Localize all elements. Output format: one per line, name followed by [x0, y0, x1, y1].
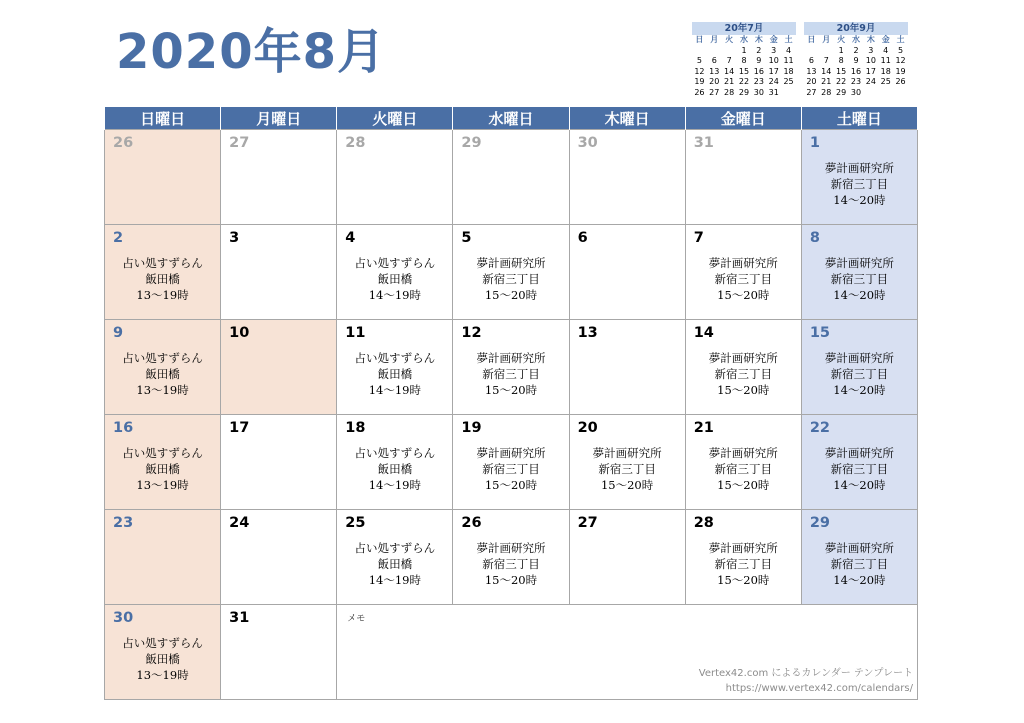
mini-day: 23 [850, 77, 862, 86]
event-entry [802, 540, 917, 588]
day-number: 6 [577, 230, 588, 246]
day-cell[interactable] [105, 415, 221, 510]
event-line: 占い処すずらん [354, 446, 436, 460]
day-cell[interactable] [569, 415, 685, 510]
mini-day: 6 [808, 56, 814, 65]
weekday-header: 日曜日 [105, 107, 221, 130]
mini-day: 18 [783, 66, 794, 76]
weekday-header: 火曜日 [337, 107, 453, 130]
mini-day: 11 [880, 56, 891, 65]
mini-day: 15 [738, 66, 750, 76]
day-cell[interactable] [801, 415, 917, 510]
mini-day: 16 [753, 66, 764, 76]
day-cell[interactable] [337, 510, 453, 605]
event-entry [802, 160, 917, 208]
day-cell[interactable] [453, 130, 569, 225]
mini-day: 3 [771, 45, 777, 55]
mini-day [722, 46, 737, 57]
event-line: 15〜20時 [717, 573, 770, 587]
event-entry [105, 255, 220, 303]
day-cell[interactable] [453, 320, 569, 415]
event-line: 新宿三丁目 [714, 557, 773, 571]
mini-weekday: 火 [725, 35, 734, 44]
day-cell[interactable] [221, 605, 337, 700]
event-entry [686, 445, 801, 493]
day-cell[interactable] [221, 320, 337, 415]
day-number: 10 [229, 325, 250, 341]
mini-weekday: 水 [739, 35, 748, 44]
mini-calendar-grid [692, 35, 796, 98]
event-line: 夢計画研究所 [708, 541, 778, 555]
day-cell[interactable] [337, 320, 453, 415]
event-line: 夢計画研究所 [476, 351, 546, 365]
event-line: 14〜19時 [368, 288, 421, 302]
event-line: 飯田橋 [377, 557, 413, 571]
mini-weekday: 木 [866, 35, 875, 44]
event-line: 新宿三丁目 [830, 367, 889, 381]
event-line: 15〜20時 [600, 478, 654, 492]
day-cell[interactable] [801, 130, 917, 225]
mini-day: 24 [768, 77, 779, 86]
event-line: 新宿三丁目 [598, 462, 656, 476]
mini-day: 10 [768, 56, 779, 65]
mini-day: 17 [768, 66, 779, 76]
event-line: 13〜19時 [136, 383, 189, 397]
mini-day: 11 [783, 56, 794, 65]
mini-day: 13 [806, 66, 817, 76]
event-line: 夢計画研究所 [708, 446, 778, 460]
day-cell[interactable] [105, 225, 221, 320]
day-cell[interactable] [221, 415, 337, 510]
mini-day: 7 [726, 56, 732, 65]
day-cell[interactable] [337, 225, 453, 320]
day-number: 7 [693, 230, 704, 246]
weekday-header: 月曜日 [221, 107, 337, 130]
event-entry [802, 445, 917, 493]
event-line: 15〜20時 [484, 478, 538, 492]
event-line: 14〜20時 [833, 478, 886, 492]
event-line: 新宿三丁目 [482, 557, 540, 571]
event-line: 新宿三丁目 [830, 557, 889, 571]
event-line: 新宿三丁目 [482, 367, 540, 381]
day-number: 28 [345, 135, 366, 151]
day-cell[interactable] [569, 225, 685, 320]
week-row [105, 130, 918, 225]
event-entry [337, 445, 452, 493]
event-line: 飯田橋 [377, 367, 413, 381]
mini-day: 29 [738, 87, 750, 97]
day-cell[interactable] [685, 320, 801, 415]
event-entry [105, 445, 220, 493]
day-number: 9 [113, 325, 124, 341]
mini-day: 2 [853, 45, 859, 55]
event-entry [570, 445, 685, 493]
event-line: 14〜19時 [368, 383, 421, 397]
mini-day: 2 [756, 45, 762, 55]
event-entry [105, 350, 220, 398]
event-line: 占い処すずらん [122, 256, 203, 270]
event-line: 新宿三丁目 [830, 462, 889, 476]
mini-weekday: 土 [896, 35, 905, 44]
mini-day: 25 [783, 77, 794, 86]
mini-day: 7 [823, 56, 829, 65]
day-cell[interactable] [105, 510, 221, 605]
day-cell[interactable] [453, 415, 569, 510]
mini-day: 15 [836, 66, 847, 76]
day-cell[interactable] [569, 320, 685, 415]
mini-day: 14 [724, 66, 735, 76]
credit-line-1: Vertex42.com によるカレンダー テンプレート [698, 668, 913, 679]
event-line: 新宿三丁目 [714, 367, 773, 381]
weekday-header: 木曜日 [569, 107, 685, 130]
mini-calendar-grid [804, 35, 908, 98]
event-line: 新宿三丁目 [714, 272, 773, 286]
mini-weekday: 日 [695, 35, 704, 44]
mini-day: 25 [880, 77, 891, 86]
day-cell[interactable] [569, 130, 685, 225]
mini-day: 16 [850, 66, 862, 76]
event-line: 14〜20時 [833, 193, 886, 207]
mini-day: 26 [694, 87, 705, 97]
event-line: 夢計画研究所 [824, 446, 894, 460]
day-number: 25 [345, 515, 366, 531]
day-number: 8 [809, 230, 820, 246]
mini-day: 23 [753, 77, 764, 86]
day-number: 26 [113, 135, 134, 151]
event-line: 15〜20時 [484, 573, 538, 587]
day-number: 3 [229, 230, 240, 246]
day-number: 5 [461, 230, 472, 246]
mini-day: 22 [738, 77, 750, 86]
event-entry [337, 350, 452, 398]
week-row [105, 510, 918, 605]
event-line: 夢計画研究所 [824, 351, 894, 365]
mini-day [692, 46, 707, 57]
day-number: 19 [461, 420, 482, 436]
day-cell[interactable] [337, 415, 453, 510]
day-number: 23 [113, 515, 134, 531]
mini-day: 27 [806, 87, 817, 97]
mini-day: 28 [724, 87, 735, 97]
mini-day: 8 [741, 56, 747, 65]
event-entry [337, 255, 452, 303]
day-number: 29 [809, 515, 831, 531]
mini-day: 29 [836, 87, 847, 97]
day-number: 2 [113, 230, 124, 246]
event-line: 15〜20時 [717, 383, 770, 397]
month-calendar [104, 107, 918, 700]
mini-day: 4 [883, 45, 889, 55]
event-entry [802, 255, 917, 303]
event-line: 15〜20時 [484, 383, 538, 397]
event-line: 夢計画研究所 [592, 446, 662, 460]
week-row [105, 320, 918, 415]
day-cell[interactable] [801, 510, 917, 605]
weekday-header: 金曜日 [685, 107, 801, 130]
event-entry [686, 255, 801, 303]
day-cell[interactable] [221, 225, 337, 320]
event-line: 飯田橋 [145, 272, 180, 286]
mini-calendar-september [804, 22, 908, 98]
event-line: 飯田橋 [145, 367, 180, 381]
mini-day [707, 46, 722, 57]
mini-weekday: 木 [754, 35, 763, 44]
mini-day: 12 [895, 56, 906, 65]
weekday-header-row [105, 107, 918, 130]
event-line: 夢計画研究所 [708, 256, 778, 270]
day-cell[interactable] [221, 510, 337, 605]
day-number: 30 [113, 610, 134, 626]
day-cell[interactable] [685, 510, 801, 605]
day-number: 26 [461, 515, 482, 531]
day-number: 13 [577, 325, 598, 341]
event-entry [453, 445, 568, 493]
mini-weekday: 金 [769, 35, 778, 44]
day-number: 27 [577, 515, 598, 531]
mini-day: 9 [853, 56, 859, 65]
day-number: 18 [345, 420, 366, 436]
event-line: 夢計画研究所 [824, 161, 894, 175]
day-cell[interactable] [453, 510, 569, 605]
mini-weekday: 火 [837, 35, 846, 44]
mini-day: 9 [756, 56, 762, 65]
day-number: 31 [229, 610, 250, 626]
day-cell[interactable] [685, 415, 801, 510]
mini-calendar-title: 20年7月 [692, 22, 796, 35]
week-row [105, 605, 918, 700]
day-number: 24 [229, 515, 250, 531]
event-line: 13〜19時 [136, 478, 189, 492]
day-number: 21 [693, 420, 714, 436]
event-entry [453, 540, 568, 588]
weekday-header: 土曜日 [801, 107, 917, 130]
mini-day: 28 [821, 87, 832, 97]
mini-day: 6 [711, 56, 717, 65]
event-line: 占い処すずらん [122, 636, 203, 650]
event-line: 飯田橋 [145, 462, 180, 476]
mini-day [878, 88, 893, 99]
mini-day: 1 [741, 45, 747, 55]
week-row [105, 415, 918, 510]
mini-day [863, 88, 878, 99]
event-entry [802, 350, 917, 398]
event-line: 飯田橋 [377, 272, 413, 286]
day-cell[interactable] [453, 225, 569, 320]
mini-weekday: 土 [784, 35, 793, 44]
day-cell[interactable] [801, 320, 917, 415]
event-line: 飯田橋 [377, 462, 413, 476]
mini-day: 20 [709, 77, 720, 86]
event-line: 新宿三丁目 [714, 462, 773, 476]
mini-weekday: 水 [851, 35, 860, 44]
memo-label: メモ [347, 614, 366, 624]
event-entry [453, 255, 568, 303]
mini-weekday: 月 [822, 35, 831, 44]
mini-day [893, 88, 908, 99]
event-line: 15〜20時 [717, 288, 770, 302]
event-entry [105, 635, 220, 683]
day-number: 14 [693, 325, 714, 341]
event-line: 14〜20時 [833, 573, 886, 587]
day-number: 22 [809, 420, 831, 436]
day-number: 12 [461, 325, 482, 341]
mini-calendar-july [692, 22, 796, 98]
event-line: 13〜19時 [136, 668, 189, 682]
mini-calendar-title: 20年9月 [804, 22, 908, 35]
mini-day [804, 46, 819, 57]
week-row [105, 225, 918, 320]
event-line: 14〜19時 [368, 478, 421, 492]
day-number: 1 [809, 135, 820, 151]
event-line: 夢計画研究所 [824, 541, 894, 555]
mini-day: 5 [898, 45, 904, 55]
mini-day: 19 [895, 66, 906, 76]
day-cell[interactable] [105, 130, 221, 225]
day-number: 4 [345, 230, 356, 246]
mini-day: 17 [865, 66, 876, 76]
mini-weekday: 日 [807, 35, 816, 44]
event-entry [686, 540, 801, 588]
day-cell[interactable] [801, 225, 917, 320]
day-number: 20 [577, 420, 598, 436]
mini-day [819, 46, 834, 57]
mini-day: 24 [865, 77, 876, 86]
mini-day [781, 88, 796, 99]
day-cell[interactable] [337, 130, 453, 225]
event-line: 占い処すずらん [122, 351, 203, 365]
event-line: 15〜20時 [484, 288, 538, 302]
mini-day: 5 [696, 56, 702, 65]
day-number: 16 [113, 420, 134, 436]
mini-day: 8 [838, 56, 844, 65]
event-entry [453, 350, 568, 398]
mini-day: 30 [850, 87, 862, 97]
mini-day: 22 [836, 77, 847, 86]
event-line: 14〜20時 [833, 383, 886, 397]
event-line: 夢計画研究所 [824, 256, 894, 270]
event-line: 夢計画研究所 [476, 541, 546, 555]
event-line: 飯田橋 [145, 652, 180, 666]
template-credit [699, 666, 913, 696]
event-line: 13〜19時 [136, 288, 189, 302]
event-line: 占い処すずらん [354, 541, 436, 555]
event-line: 占い処すずらん [354, 351, 436, 365]
mini-weekday: 月 [710, 35, 719, 44]
day-number: 27 [229, 135, 250, 151]
mini-weekday: 金 [881, 35, 890, 44]
day-cell[interactable] [685, 130, 801, 225]
credit-link[interactable]: https://www.vertex42.com/calendars/ [725, 683, 913, 694]
event-line: 夢計画研究所 [708, 351, 778, 365]
day-number: 30 [577, 135, 598, 151]
day-cell[interactable] [685, 225, 801, 320]
mini-day: 27 [709, 87, 720, 97]
day-number: 28 [693, 515, 714, 531]
mini-day: 20 [806, 77, 817, 86]
event-line: 新宿三丁目 [482, 272, 540, 286]
mini-day: 12 [694, 66, 705, 76]
mini-day: 13 [709, 66, 720, 76]
weekday-header: 水曜日 [453, 107, 569, 130]
day-number: 11 [345, 325, 366, 341]
mini-day: 4 [786, 45, 792, 55]
event-line: 夢計画研究所 [476, 446, 546, 460]
event-line: 占い処すずらん [354, 256, 436, 270]
day-number: 31 [693, 135, 714, 151]
day-number: 29 [461, 135, 482, 151]
mini-day: 26 [895, 77, 906, 86]
mini-day: 21 [724, 77, 735, 86]
mini-day: 18 [880, 66, 891, 76]
mini-day: 30 [753, 87, 764, 97]
mini-day: 31 [768, 87, 779, 97]
event-line: 新宿三丁目 [830, 177, 889, 191]
page-title: 2020年8月 [116, 24, 386, 80]
day-cell[interactable] [569, 510, 685, 605]
event-line: 14〜20時 [833, 288, 886, 302]
event-line: 占い処すずらん [122, 446, 203, 460]
event-line: 新宿三丁目 [482, 462, 540, 476]
event-line: 14〜19時 [368, 573, 421, 587]
day-cell[interactable] [105, 605, 221, 700]
event-line: 新宿三丁目 [830, 272, 889, 286]
day-cell[interactable] [221, 130, 337, 225]
mini-day: 3 [868, 45, 874, 55]
mini-day: 1 [838, 45, 844, 55]
day-number: 15 [809, 325, 831, 341]
event-entry [686, 350, 801, 398]
mini-day: 10 [865, 56, 876, 65]
event-entry [337, 540, 452, 588]
memo-cell[interactable] [337, 605, 918, 700]
mini-day: 14 [821, 66, 832, 76]
event-line: 15〜20時 [717, 478, 770, 492]
mini-day: 19 [694, 77, 705, 86]
day-number: 17 [229, 420, 250, 436]
mini-day: 21 [821, 77, 832, 86]
day-cell[interactable] [105, 320, 221, 415]
event-line: 夢計画研究所 [476, 256, 546, 270]
